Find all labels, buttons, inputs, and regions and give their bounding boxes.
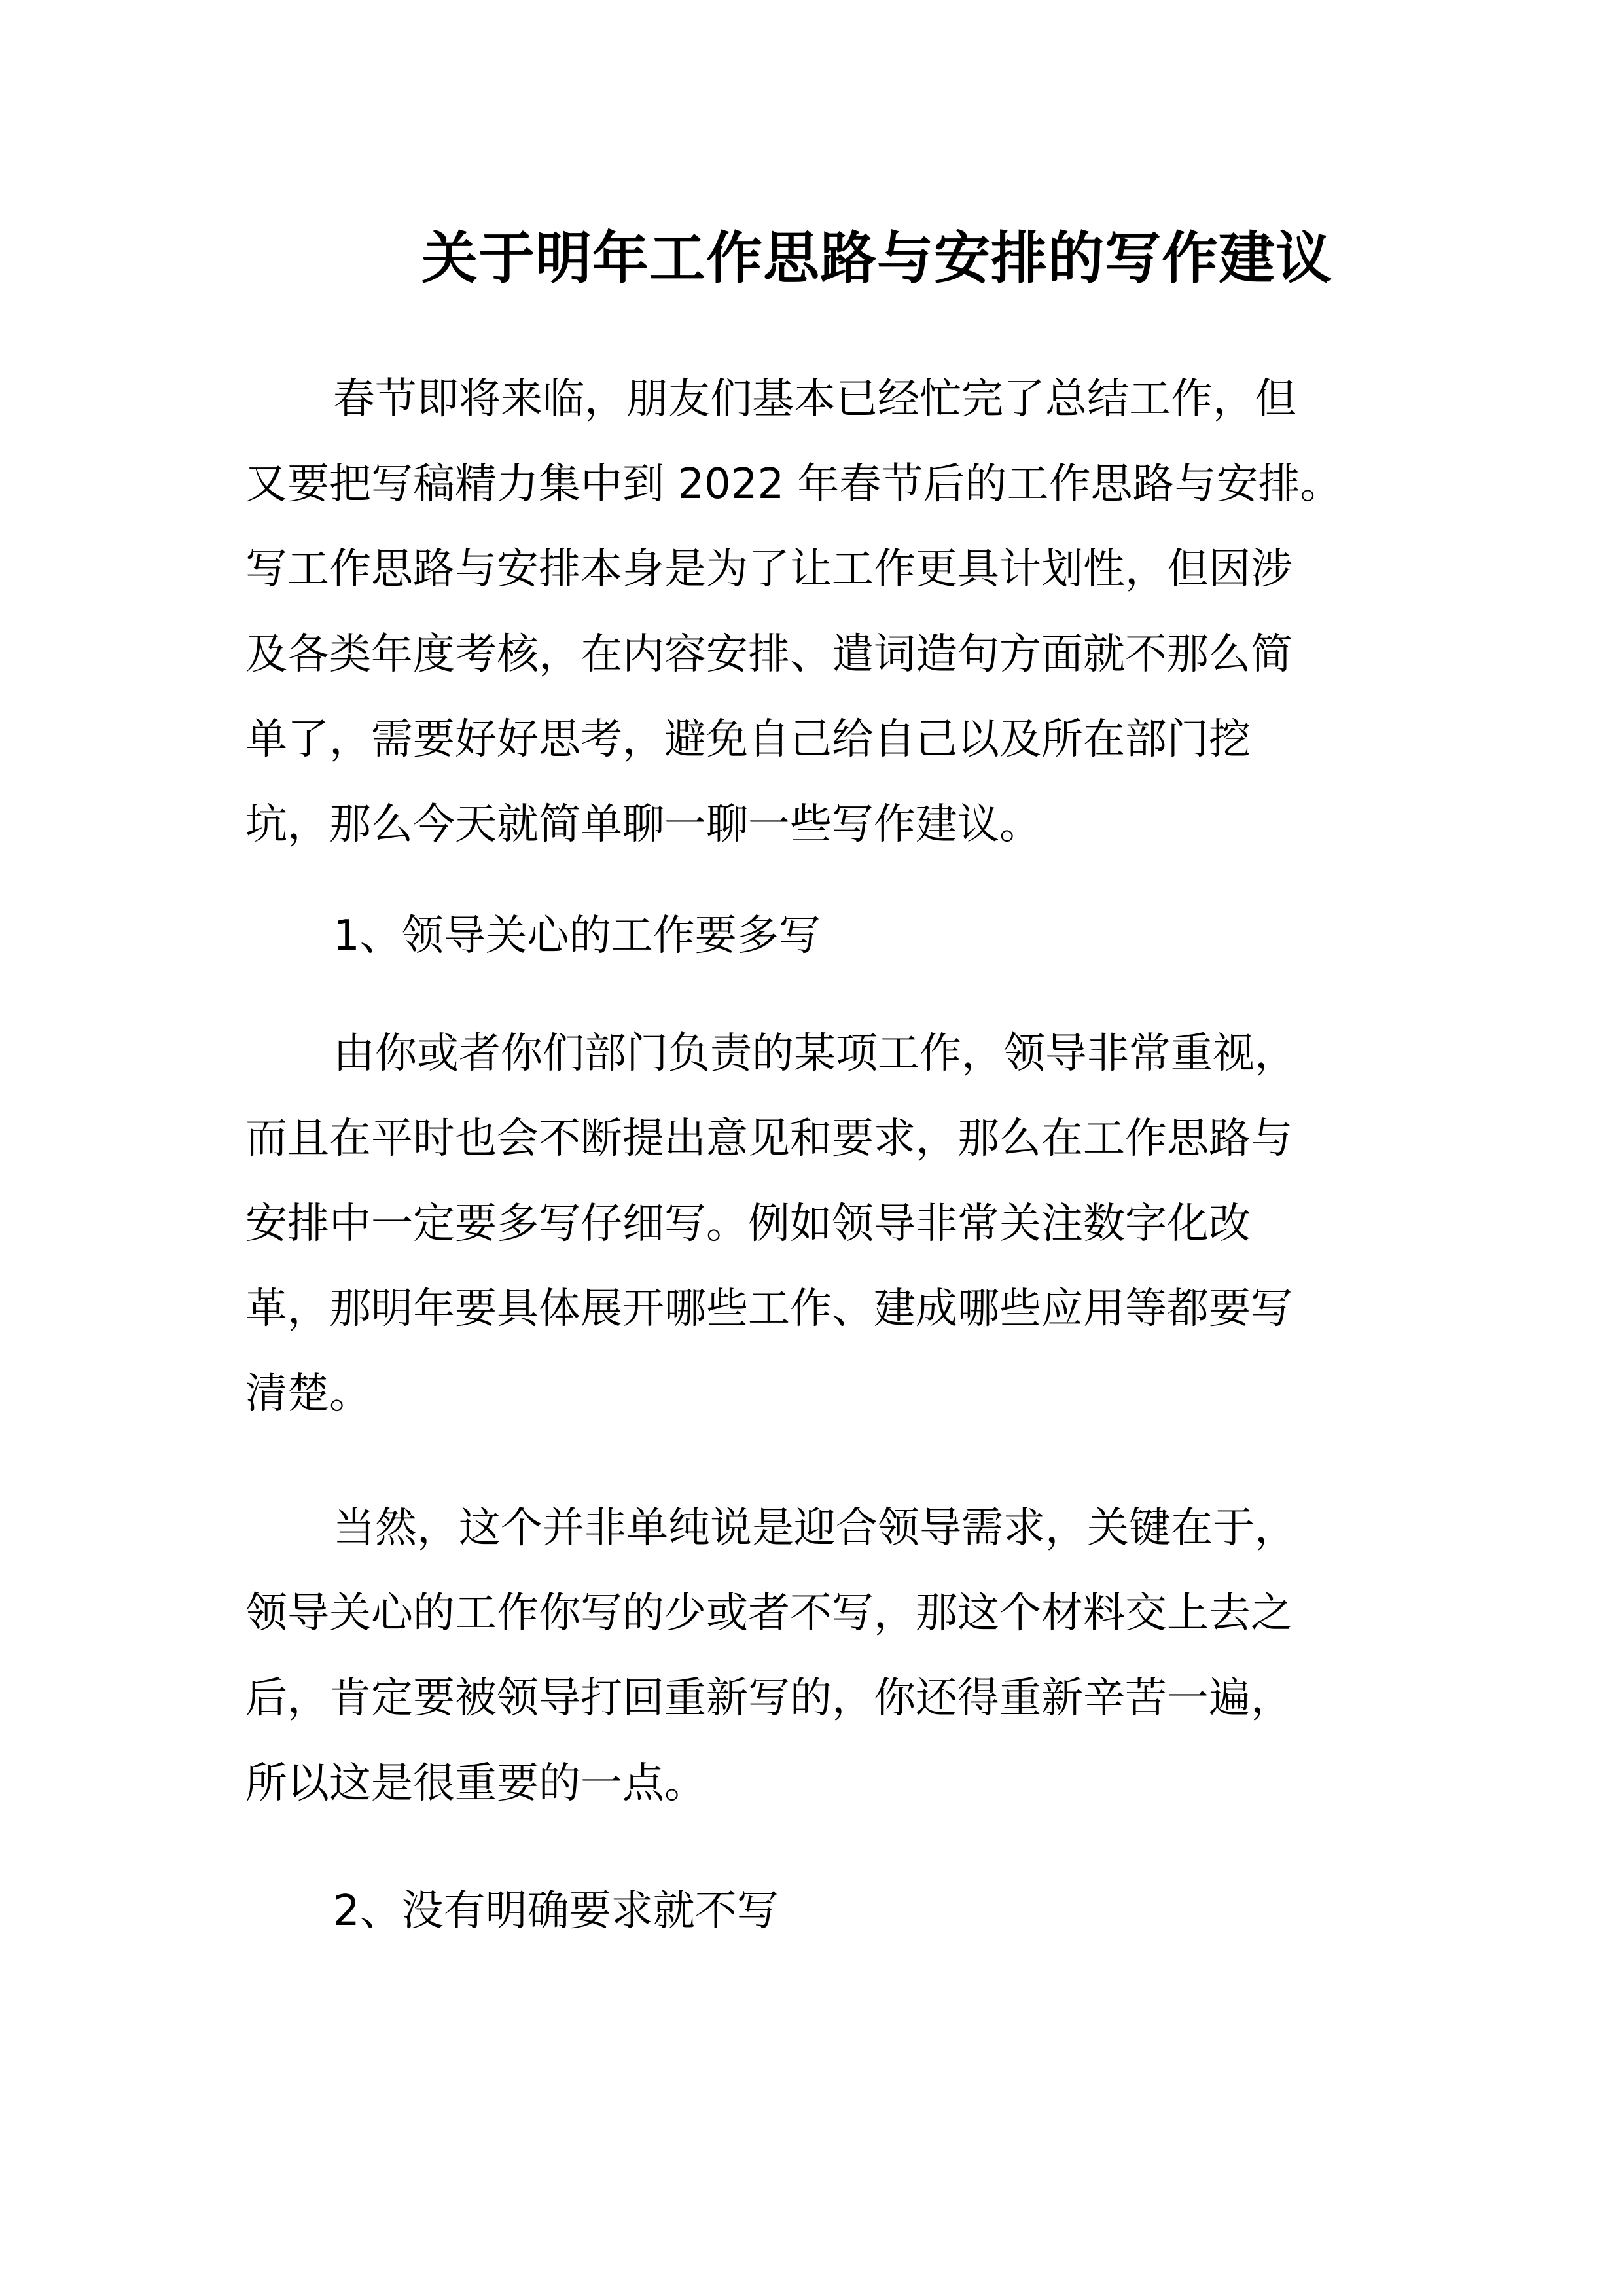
paragraph-line: 领导关心的工作你写的少或者不写，那这个材料交上去之: [245, 1589, 1293, 1638]
section-heading-2: [245, 1869, 1358, 1954]
paragraph-line: 而且在平时也会不断提出意见和要求，那么在工作思路与: [245, 1115, 1293, 1163]
paragraph-line: 革，那明年要具体展开哪些工作、建成哪些应用等都要写: [245, 1285, 1293, 1333]
paragraph-line: 当然，这个并非单纯说是迎合领导需求，关键在于，: [333, 1504, 1296, 1552]
heading-text: 2、没有明确要求就不写: [333, 1887, 779, 1935]
paragraph-intro: [245, 357, 1358, 867]
paragraph-leader-focus: [245, 1011, 1358, 1437]
paragraph-line: 清楚。: [245, 1370, 371, 1418]
paragraph-line: 坑，那么今天就简单聊一聊一些写作建议。: [245, 800, 1041, 849]
paragraph-line: 春节即将来临，朋友们基本已经忙完了总结工作，但: [333, 375, 1296, 423]
paragraph-importance: [245, 1486, 1358, 1826]
paragraph-line: 及各类年度考核，在内容安排、遣词造句方面就不那么简: [245, 630, 1293, 679]
paragraph-line: 又要把写稿精力集中到 2022 年春节后的工作思路与安排。: [245, 460, 1342, 509]
paragraph-line: 后，肯定要被领导打回重新写的，你还得重新辛苦一遍，: [245, 1674, 1293, 1723]
paragraph-line: 安排中一定要多写仔细写。例如领导非常关注数字化改: [245, 1200, 1251, 1248]
paragraph-line: 单了，需要好好思考，避免自己给自己以及所在部门挖: [245, 715, 1251, 764]
document-title: 关于明年工作思路与安排的写作建议: [421, 226, 1332, 291]
heading-text: 1、领导关心的工作要多写: [333, 912, 821, 960]
paragraph-line: 所以这是很重要的一点。: [245, 1759, 706, 1808]
paragraph-line: 写工作思路与安排本身是为了让工作更具计划性，但因涉: [245, 545, 1293, 594]
section-heading-1: [245, 893, 1358, 978]
paragraph-line: 由你或者你们部门负责的某项工作，领导非常重视，: [333, 1030, 1296, 1078]
